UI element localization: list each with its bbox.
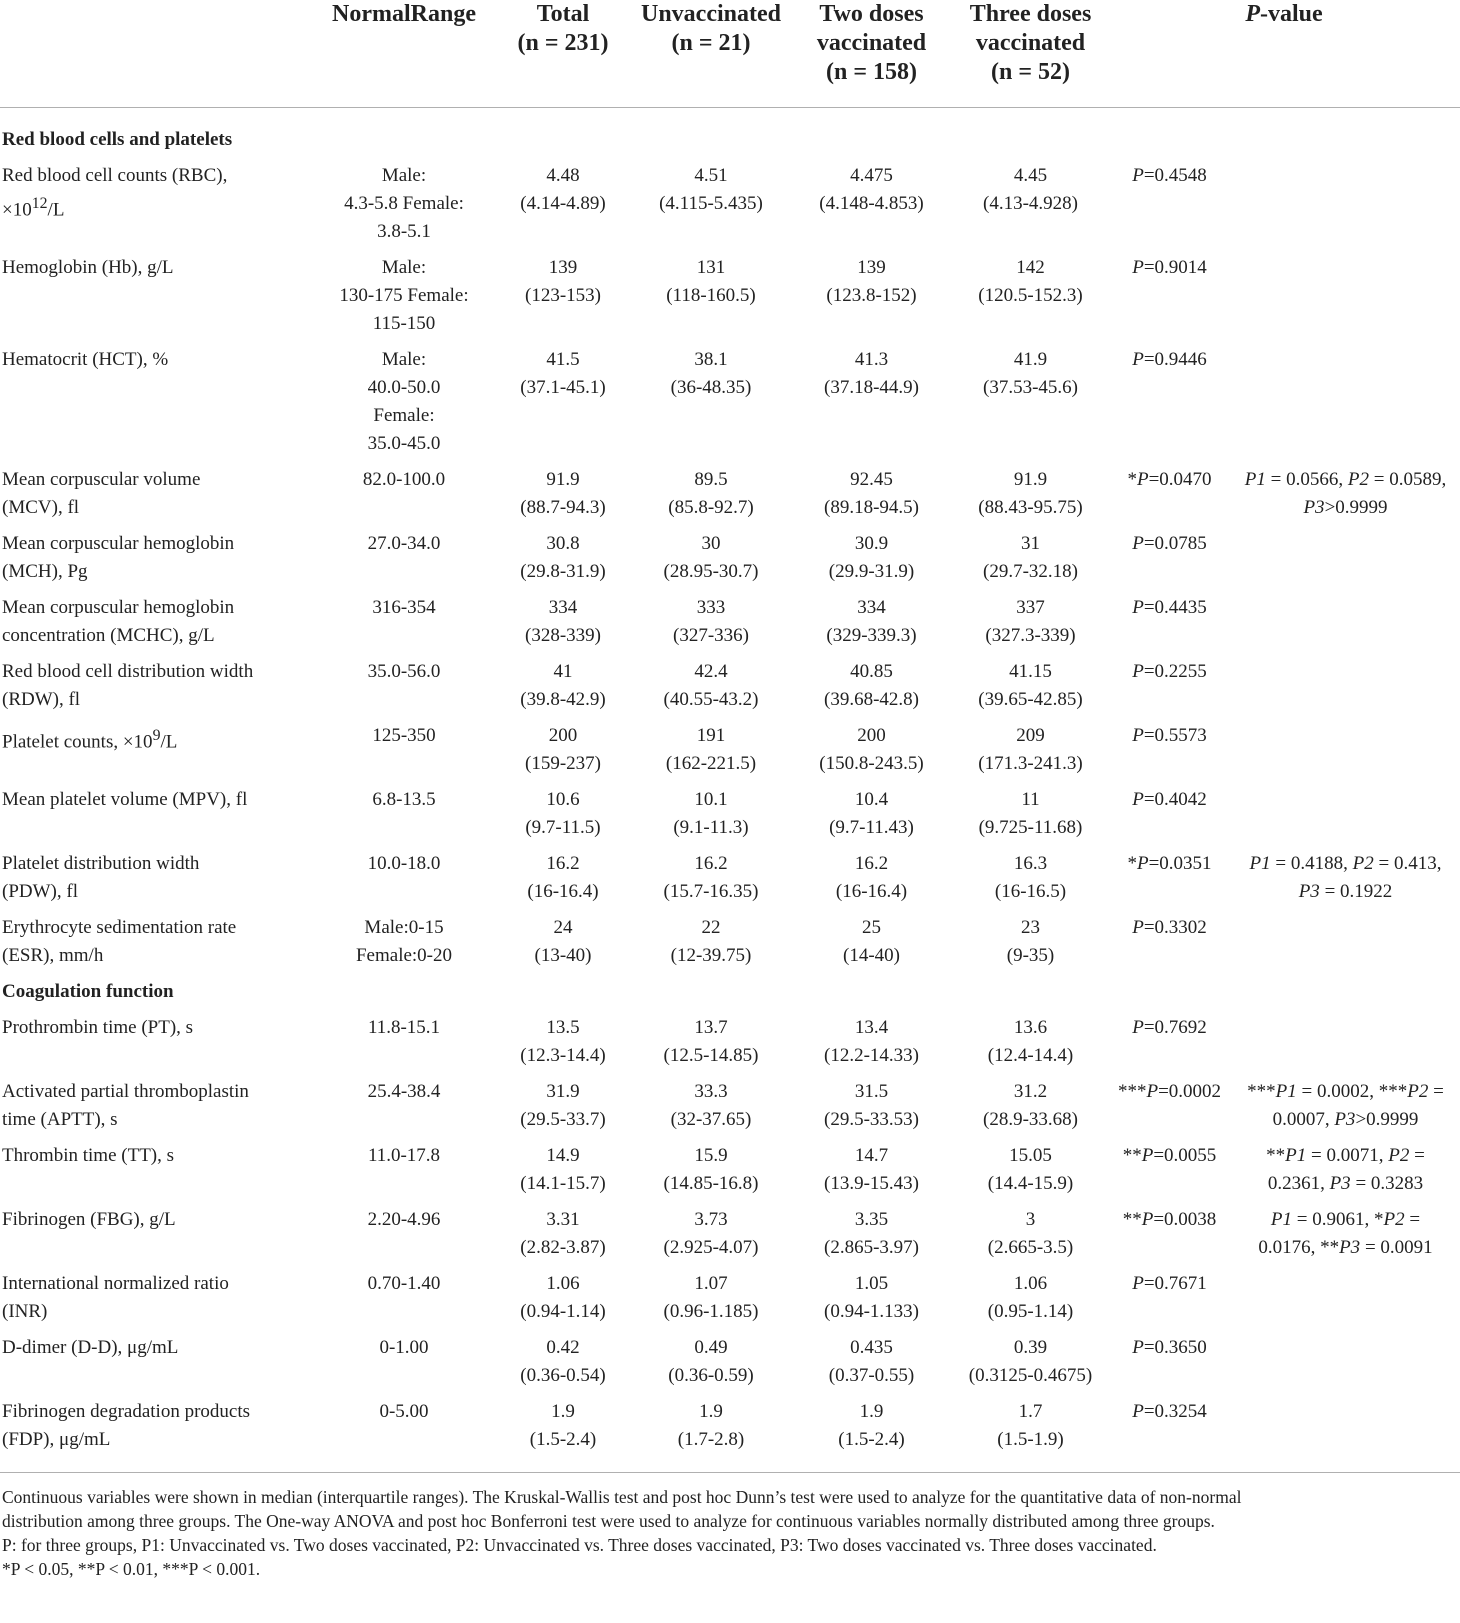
three-doses-value: 142 (120.5-152.3) bbox=[978, 257, 1083, 306]
normal-range: 0.70-1.40 bbox=[367, 1273, 441, 1294]
three-doses-value: 31.2 (28.9-33.68) bbox=[983, 1081, 1078, 1130]
post-hoc-p-values bbox=[1231, 914, 1460, 978]
normal-range: 11.0-17.8 bbox=[367, 1145, 441, 1166]
section-title: Red blood cells and platelets bbox=[2, 129, 233, 150]
post-hoc-p-values bbox=[1231, 658, 1460, 722]
unvaccinated-value: 333 (327-336) bbox=[673, 597, 749, 646]
two-doses-value: 1.05 (0.94-1.133) bbox=[824, 1273, 919, 1322]
variable-name: Fibrinogen (FBG), g/L bbox=[2, 1209, 176, 1230]
three-doses-value: 16.3 (16-16.5) bbox=[994, 853, 1067, 902]
two-doses-value: 4.475 (4.148-4.853) bbox=[819, 165, 924, 214]
total-value: 31.9 (29.5-33.7) bbox=[520, 1081, 606, 1130]
table-row bbox=[0, 1206, 1460, 1270]
unvaccinated-value: 4.51 (4.115-5.435) bbox=[659, 165, 763, 214]
table-row bbox=[0, 530, 1460, 594]
table-row bbox=[0, 914, 1460, 978]
p-value: P=0.9446 bbox=[1132, 349, 1207, 370]
table-row bbox=[0, 254, 1460, 346]
header-p-value: P-value bbox=[1108, 0, 1460, 108]
unvaccinated-value: 33.3 (32-37.65) bbox=[670, 1081, 752, 1130]
table-footnotes bbox=[0, 1473, 1460, 1581]
p-value: P=0.0785 bbox=[1132, 533, 1207, 554]
header-variable bbox=[0, 0, 314, 108]
post-hoc-p-values bbox=[1231, 1398, 1460, 1473]
p-value: P=0.3650 bbox=[1132, 1337, 1207, 1358]
three-doses-value: 11 (9.725-11.68) bbox=[978, 789, 1083, 838]
p-value: **P=0.0055 bbox=[1122, 1145, 1217, 1166]
unvaccinated-value: 131 (118-160.5) bbox=[666, 257, 756, 306]
table-row bbox=[0, 1142, 1460, 1206]
header-total: Total (n = 231) bbox=[494, 0, 632, 108]
variable-name: Mean corpuscular hemoglobin concentration (MCHC), g/L bbox=[2, 597, 235, 646]
table-row bbox=[0, 1398, 1460, 1473]
variable-name: Erythrocyte sedimentation rate (ESR), mm/h bbox=[2, 917, 237, 966]
post-hoc-p-values bbox=[1231, 530, 1460, 594]
unvaccinated-value: 30 (28.95-30.7) bbox=[663, 533, 759, 582]
two-doses-value: 92.45 (89.18-94.5) bbox=[824, 469, 919, 518]
three-doses-value: 41.9 (37.53-45.6) bbox=[983, 349, 1078, 398]
variable-name: Fibrinogen degradation products (FDP), μg/mL bbox=[0, 1398, 314, 1473]
three-doses-value: 0.39 (0.3125-0.4675) bbox=[968, 1337, 1093, 1386]
post-hoc-p-values bbox=[1231, 1014, 1460, 1078]
two-doses-value: 0.435 (0.37-0.55) bbox=[828, 1337, 915, 1386]
normal-range: 0-5.00 bbox=[314, 1398, 494, 1473]
post-hoc-p-values: P1 = 0.0566, P2 = 0.0589, P3>0.9999 bbox=[1244, 469, 1447, 518]
p-value: ***P=0.0002 bbox=[1117, 1081, 1222, 1102]
footnote-line: *P < 0.05, **P < 0.01, ***P < 0.001. bbox=[2, 1559, 261, 1579]
table-row bbox=[0, 594, 1460, 658]
three-doses-value: 4.45 (4.13-4.928) bbox=[983, 165, 1078, 214]
unvaccinated-value: 191 (162-221.5) bbox=[665, 725, 757, 774]
two-doses-value: 41.3 (37.18-44.9) bbox=[824, 349, 919, 398]
post-hoc-p-values bbox=[1231, 346, 1460, 466]
table-header bbox=[0, 0, 1460, 108]
total-value: 200 (159-237) bbox=[525, 725, 601, 774]
normal-range: Male: 130-175 Female: 115-150 bbox=[339, 257, 469, 334]
total-value: 1.06 (0.94-1.14) bbox=[520, 1273, 606, 1322]
normal-range: 27.0-34.0 bbox=[367, 533, 441, 554]
total-value: 24 (13-40) bbox=[534, 917, 592, 966]
normal-range: Male: 40.0-50.0 Female: 35.0-45.0 bbox=[367, 349, 441, 454]
p-value: P=0.4042 bbox=[1132, 789, 1207, 810]
p-value: P=0.5573 bbox=[1132, 725, 1207, 746]
unvaccinated-value: 15.9 (14.85-16.8) bbox=[663, 1145, 759, 1194]
table-row bbox=[0, 658, 1460, 722]
total-value: 4.48 (4.14-4.89) bbox=[520, 165, 606, 214]
total-value: 91.9 (88.7-94.3) bbox=[520, 469, 606, 518]
p-value: P=0.7692 bbox=[1132, 1017, 1207, 1038]
post-hoc-p-values: P1 = 0.9061, *P2 = 0.0176, **P3 = 0.0091 bbox=[1258, 1209, 1433, 1258]
three-doses-value: 15.05 (14.4-15.9) bbox=[987, 1145, 1074, 1194]
table-row bbox=[0, 346, 1460, 466]
three-doses-value: 209 (171.3-241.3) bbox=[978, 725, 1083, 774]
unvaccinated-value: 13.7 (12.5-14.85) bbox=[663, 1017, 759, 1066]
p-value: P=0.2255 bbox=[1132, 661, 1207, 682]
table-row bbox=[0, 850, 1460, 914]
table-row bbox=[0, 162, 1460, 254]
p-value: P=0.3254 bbox=[1108, 1398, 1231, 1473]
post-hoc-p-values: **P1 = 0.0071, P2 = 0.2361, P3 = 0.3283 bbox=[1266, 1145, 1425, 1194]
footnote-line: distribution among three groups. The One-way ANOVA and post hoc Bonferroni test were used to analyze for continuous variables normally distributed among three groups. bbox=[2, 1511, 1215, 1531]
unvaccinated-value: 16.2 (15.7-16.35) bbox=[663, 853, 759, 902]
three-doses-value: 91.9 (88.43-95.75) bbox=[978, 469, 1083, 518]
normal-range: 125-350 bbox=[372, 725, 436, 746]
table-row bbox=[0, 466, 1460, 530]
footnote-line: Continuous variables were shown in median (interquartile ranges). The Kruskal-Wallis test and post hoc Dunn’s test were used to analyze for the quantitative data of non-normal bbox=[2, 1487, 1242, 1507]
p-value: *P=0.0470 bbox=[1127, 469, 1212, 490]
post-hoc-p-values bbox=[1231, 594, 1460, 658]
post-hoc-p-values bbox=[1231, 1334, 1460, 1398]
three-doses-value: 337 (327.3-339) bbox=[985, 597, 1076, 646]
variable-name: D-dimer (D-D), μg/mL bbox=[2, 1337, 179, 1358]
section-header-row bbox=[0, 108, 1460, 163]
variable-name: Thrombin time (TT), s bbox=[2, 1145, 175, 1166]
normal-range: 2.20-4.96 bbox=[367, 1209, 441, 1230]
total-value: 14.9 (14.1-15.7) bbox=[520, 1145, 606, 1194]
two-doses-value: 25 (14-40) bbox=[843, 917, 900, 966]
two-doses-value: 31.5 (29.5-33.53) bbox=[824, 1081, 919, 1130]
three-doses-value: 13.6 (12.4-14.4) bbox=[987, 1017, 1074, 1066]
variable-name: Mean corpuscular volume (MCV), fl bbox=[2, 469, 201, 518]
three-doses-value: 31 (29.7-32.18) bbox=[983, 533, 1078, 582]
three-doses-value: 41.15 (39.65-42.85) bbox=[978, 661, 1083, 710]
total-value: 334 (328-339) bbox=[525, 597, 601, 646]
p-value: P=0.4548 bbox=[1132, 165, 1207, 186]
normal-range: 25.4-38.4 bbox=[367, 1081, 441, 1102]
normal-range: Male:0-15 Female:0-20 bbox=[355, 917, 453, 966]
variable-name: Hematocrit (HCT), % bbox=[2, 349, 169, 370]
unvaccinated-value: 42.4 (40.55-43.2) bbox=[663, 661, 759, 710]
normal-range: 6.8-13.5 bbox=[372, 789, 436, 810]
header-two-doses: Two doses vaccinated (n = 158) bbox=[790, 0, 953, 108]
unvaccinated-value: 10.1 (9.1-11.3) bbox=[673, 789, 749, 838]
total-value: 3.31 (2.82-3.87) bbox=[520, 1209, 606, 1258]
two-doses-value: 14.7 (13.9-15.43) bbox=[824, 1145, 919, 1194]
variable-name: Red blood cell counts (RBC), $\times 10^{12}/L$ bbox=[2, 165, 228, 221]
table-body bbox=[0, 108, 1460, 1473]
total-value: 30.8 (29.8-31.9) bbox=[520, 533, 606, 582]
table-row bbox=[0, 722, 1460, 786]
two-doses-value: 30.9 (29.9-31.9) bbox=[828, 533, 915, 582]
unvaccinated-value: 22 (12-39.75) bbox=[670, 917, 752, 966]
table-row bbox=[0, 1334, 1460, 1398]
section-title: Coagulation function bbox=[2, 981, 174, 1002]
header-three-doses: Three doses vaccinated (n = 52) bbox=[953, 0, 1108, 108]
total-value: 16.2 (16-16.4) bbox=[527, 853, 599, 902]
normal-range: 10.0-18.0 bbox=[367, 853, 441, 874]
three-doses-value: 23 (9-35) bbox=[1006, 917, 1055, 966]
p-value: P=0.7671 bbox=[1132, 1273, 1207, 1294]
total-value: 41 (39.8-42.9) bbox=[520, 661, 606, 710]
table-row bbox=[0, 1078, 1460, 1142]
post-hoc-p-values bbox=[1231, 786, 1460, 850]
unvaccinated-value: 38.1 (36-48.35) bbox=[670, 349, 752, 398]
total-value: 41.5 (37.1-45.1) bbox=[520, 349, 606, 398]
normal-range: Male: 4.3-5.8 Female: 3.8-5.1 bbox=[344, 165, 464, 242]
post-hoc-p-values bbox=[1231, 722, 1460, 786]
unvaccinated-value: 1.9 (1.7-2.8) bbox=[632, 1398, 790, 1473]
two-doses-value: 10.4 (9.7-11.43) bbox=[829, 789, 914, 838]
total-value: 1.9 (1.5-2.4) bbox=[494, 1398, 632, 1473]
variable-name: Platelet distribution width (PDW), fl bbox=[2, 853, 200, 902]
two-doses-value: 40.85 (39.68-42.8) bbox=[824, 661, 919, 710]
total-value: 139 (123-153) bbox=[525, 257, 601, 306]
table-row bbox=[0, 1014, 1460, 1078]
two-doses-value: 3.35 (2.865-3.97) bbox=[824, 1209, 919, 1258]
unvaccinated-value: 3.73 (2.925-4.07) bbox=[663, 1209, 759, 1258]
three-doses-value: 3 (2.665-3.5) bbox=[987, 1209, 1074, 1258]
table-row bbox=[0, 1270, 1460, 1334]
p-value: *P=0.0351 bbox=[1127, 853, 1212, 874]
variable-name: Platelet counts, $\times 10^9/L$ bbox=[2, 727, 178, 753]
unvaccinated-value: 89.5 (85.8-92.7) bbox=[668, 469, 754, 518]
p-value: **P=0.0038 bbox=[1122, 1209, 1217, 1230]
three-doses-value: 1.06 (0.95-1.14) bbox=[987, 1273, 1074, 1322]
section-header-row bbox=[0, 978, 1460, 1014]
unvaccinated-value: 1.07 (0.96-1.185) bbox=[663, 1273, 759, 1322]
total-value: 0.42 (0.36-0.54) bbox=[520, 1337, 606, 1386]
normal-range: 35.0-56.0 bbox=[367, 661, 441, 682]
two-doses-value: 334 (329-339.3) bbox=[826, 597, 917, 646]
footnote-line: P: for three groups, P1: Unvaccinated vs. Two doses vaccinated, P2: Unvaccinated vs. Three doses vaccinated, P3: Two doses vaccinated vs. Three doses vaccinated. bbox=[2, 1535, 1157, 1555]
variable-name: International normalized ratio (INR) bbox=[2, 1273, 229, 1322]
table-row bbox=[0, 786, 1460, 850]
p-value: P=0.4435 bbox=[1132, 597, 1207, 618]
normal-range: 82.0-100.0 bbox=[362, 469, 446, 490]
variable-name: Mean corpuscular hemoglobin (MCH), Pg bbox=[2, 533, 235, 582]
total-value: 10.6 (9.7-11.5) bbox=[525, 789, 601, 838]
variable-name: Prothrombin time (PT), s bbox=[2, 1017, 194, 1038]
two-doses-value: 200 (150.8-243.5) bbox=[819, 725, 924, 774]
two-doses-value: 16.2 (16-16.4) bbox=[835, 853, 908, 902]
variable-name: Mean platelet volume (MPV), fl bbox=[2, 789, 248, 810]
post-hoc-p-values bbox=[1231, 1270, 1460, 1334]
three-doses-value: 1.7 (1.5-1.9) bbox=[953, 1398, 1108, 1473]
p-value: P=0.9014 bbox=[1132, 257, 1207, 278]
header-unvaccinated: Unvaccinated (n = 21) bbox=[632, 0, 790, 108]
variable-name: Red blood cell distribution width (RDW), fl bbox=[2, 661, 254, 710]
variable-name: Hemoglobin (Hb), g/L bbox=[2, 257, 174, 278]
post-hoc-p-values bbox=[1231, 254, 1460, 346]
p-value: P=0.3302 bbox=[1132, 917, 1207, 938]
normal-range: 316-354 bbox=[372, 597, 436, 618]
unvaccinated-value: 0.49 (0.36-0.59) bbox=[668, 1337, 754, 1386]
post-hoc-p-values: ***P1 = 0.0002, ***P2 = 0.0007, P3>0.9999 bbox=[1247, 1081, 1444, 1130]
post-hoc-p-values bbox=[1231, 162, 1460, 254]
normal-range: 0-1.00 bbox=[379, 1337, 429, 1358]
two-doses-value: 139 (123.8-152) bbox=[826, 257, 917, 306]
total-value: 13.5 (12.3-14.4) bbox=[520, 1017, 606, 1066]
post-hoc-p-values: P1 = 0.4188, P2 = 0.413, P3 = 0.1922 bbox=[1249, 853, 1442, 902]
variable-name: Activated partial thromboplastin time (APTT), s bbox=[2, 1081, 249, 1130]
two-doses-value: 13.4 (12.2-14.33) bbox=[824, 1017, 919, 1066]
header-normal-range: NormalRange bbox=[314, 0, 494, 108]
two-doses-value: 1.9 (1.5-2.4) bbox=[790, 1398, 953, 1473]
normal-range: 11.8-15.1 bbox=[367, 1017, 441, 1038]
